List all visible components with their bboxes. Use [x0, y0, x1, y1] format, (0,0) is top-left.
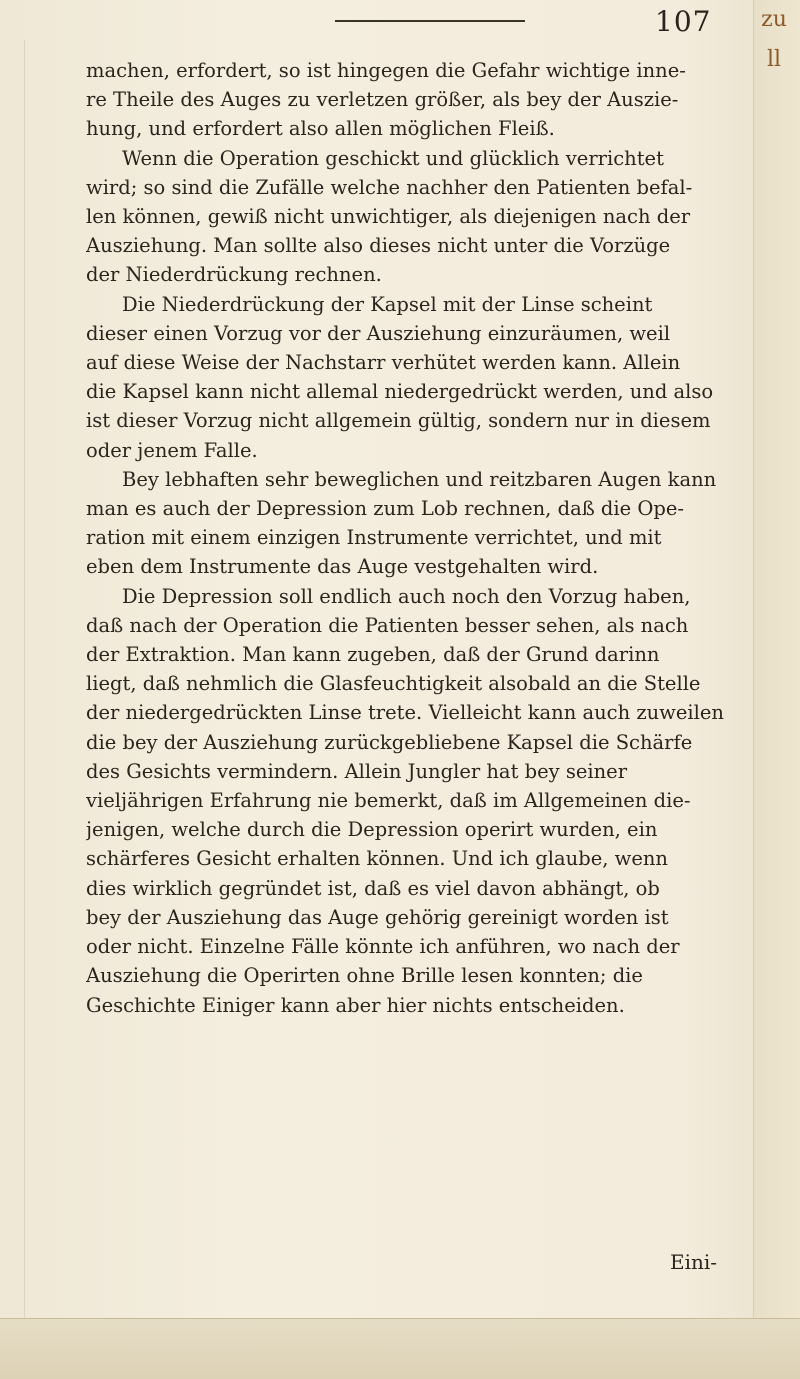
text-line: des Gesichts vermindern. Allein Jungler hat bey seiner [86, 759, 628, 783]
text-line: ist dieser Vorzug nicht allgemein gültig, sondern nur in diesem [86, 409, 711, 433]
gutter-line [24, 40, 25, 1320]
body-text [86, 56, 726, 1020]
text-line: wird; so sind die Zufälle welche nachher den Patienten befal- [86, 175, 693, 199]
text-line: der Niederdrückung rechnen. [86, 263, 382, 287]
text-line: schärferes Gesicht erhalten können. Und ich glaube, wenn [86, 847, 668, 871]
page-bottom-edge [0, 1318, 800, 1379]
text-line: jenigen, welche durch die Depression operirt wurden, ein [86, 818, 658, 842]
text-line: Geschichte Einiger kann aber hier nichts entscheiden. [86, 993, 625, 1017]
catchword: Eini- [670, 1250, 718, 1274]
margin-fragment: zu ll [761, 7, 787, 72]
text-line: ration mit einem einzigen Instrumente verrichtet, und mit [86, 526, 662, 550]
text-line: bey der Ausziehung das Auge gehörig gereinigt worden ist [86, 905, 669, 929]
text-line: liegt, daß nehmlich die Glasfeuchtigkeit alsobald an die Stelle [86, 672, 701, 696]
text-line: der Extraktion. Man kann zugeben, daß der Grund darinn [86, 643, 660, 667]
text-line: Ausziehung die Operirten ohne Brille lesen konnten; die [86, 964, 643, 988]
header-rule [335, 20, 525, 22]
text-line: der niedergedrückten Linse trete. Vielleicht kann auch zuweilen [86, 701, 724, 725]
text-line: Ausziehung. Man sollte also dieses nicht unter die Vorzüge [86, 234, 671, 258]
text-line: daß nach der Operation die Patienten besser sehen, als nach [86, 613, 689, 637]
text-line: machen, erfordert, so ist hingegen die Gefahr wichtige inne- [86, 59, 686, 82]
text-line: vieljährigen Erfahrung nie bemerkt, daß im Allgemeinen die- [86, 789, 691, 813]
paragraph-start: Wenn die Operation geschickt und glücklich verrichtet [122, 146, 664, 170]
text-line: oder jenem Falle. [86, 438, 258, 462]
text-line: oder nicht. Einzelne Fälle könnte ich anführen, wo nach der [86, 935, 680, 959]
text-line: dies wirklich gegründet ist, daß es viel davon abhängt, ob [86, 876, 660, 900]
text-line: die bey der Ausziehung zurückgebliebene Kapsel die Schärfe [86, 730, 693, 754]
text-line: hung, und erfordert also allen möglichen Fleiß. [86, 117, 555, 141]
text-line: len können, gewiß nicht unwichtiger, als diejenigen nach der [86, 205, 691, 229]
paragraph-start: Bey lebhaften sehr beweglichen und reitzbaren Augen kann [122, 467, 717, 491]
paragraph-start: Die Depression soll endlich auch noch den Vorzug haben, [122, 584, 691, 608]
paragraph-start: Die Niederdrückung der Kapsel mit der Linse scheint [122, 292, 653, 316]
text-line: die Kapsel kann nicht allemal niedergedrückt werden, und also [86, 380, 714, 404]
page-number: 107 [655, 5, 712, 38]
text-line: auf diese Weise der Nachstarr verhütet werden kann. Allein [86, 351, 681, 375]
text-line: re Theile des Auges zu verletzen größer, als bey der Auszie- [86, 88, 679, 112]
text-line: man es auch der Depression zum Lob rechnen, daß die Ope- [86, 497, 684, 521]
text-line: dieser einen Vorzug vor der Ausziehung einzuräumen, weil [86, 321, 671, 345]
text-line: eben dem Instrumente das Auge vestgehalten wird. [86, 555, 599, 579]
adjacent-page-edge [753, 0, 800, 1379]
